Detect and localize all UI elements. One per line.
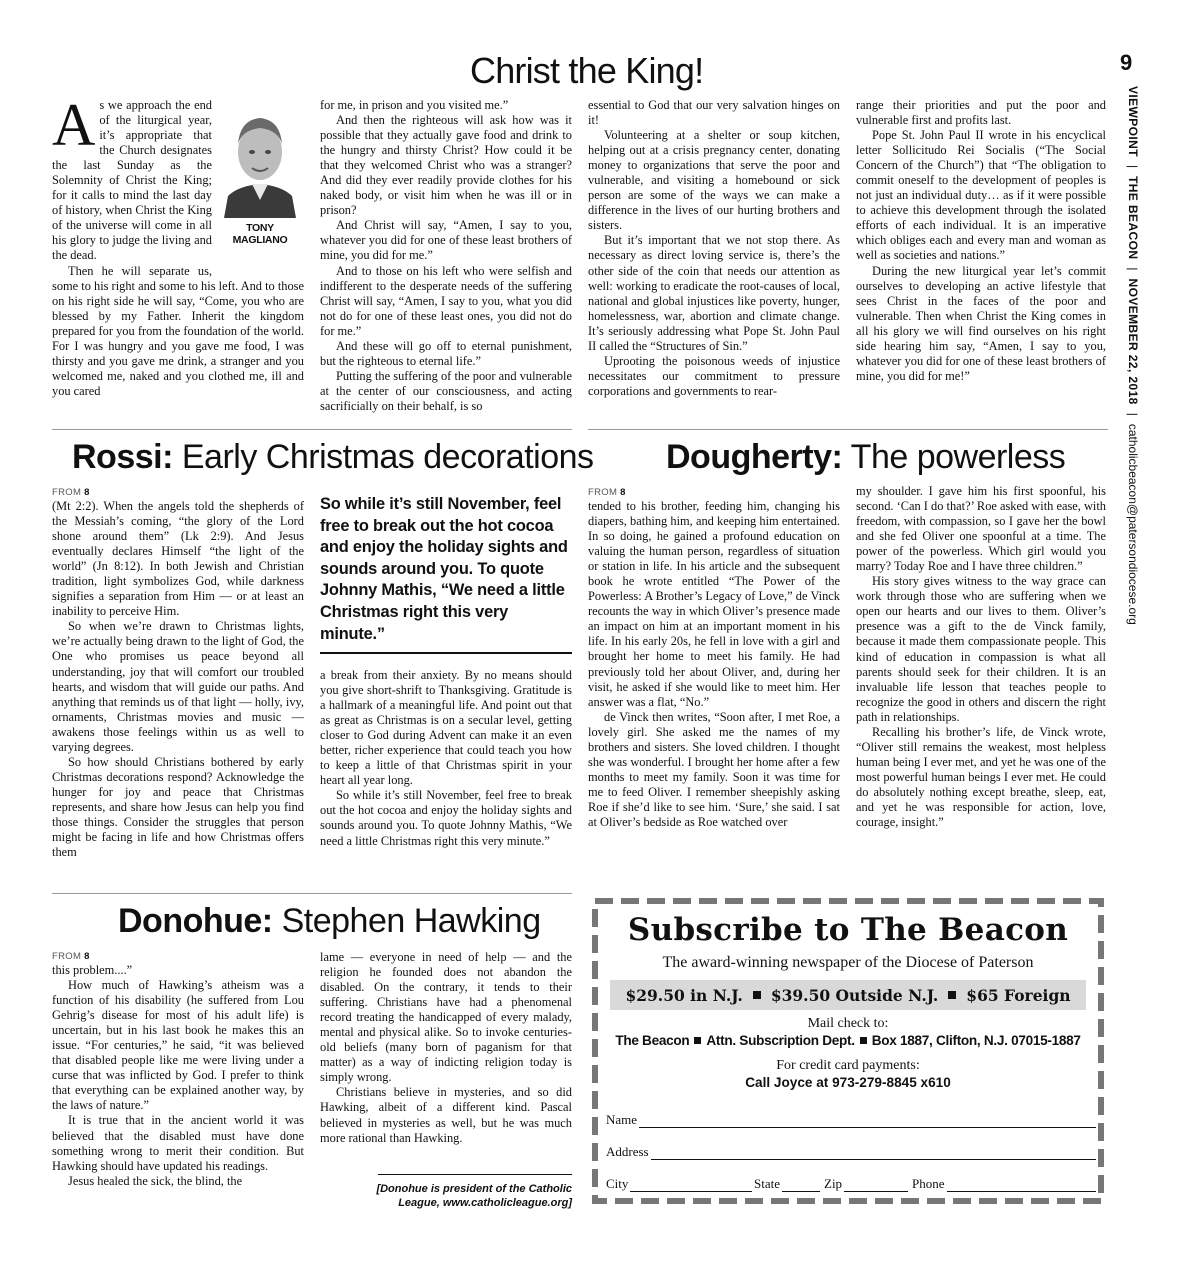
sidebar-email: catholicbeacon@patersondiocese.org [1126, 423, 1140, 625]
author-photo-magliano [218, 100, 302, 218]
section-divider [52, 429, 572, 430]
zip-field[interactable]: Zip [824, 1176, 908, 1192]
magliano-p1: As we approach the end of the liturgical year, it’s appropriate that the Church designates the last Sunday as the Solemnity of Christ the King; for it calls to mind the last day of history, when Christ the King of the universe will come in all his glory to judge the living and the dead. [52, 92, 212, 263]
price-bar [610, 980, 1086, 1010]
page-number: 9 [1120, 50, 1133, 75]
dougherty-col-2: my shoulder. I gave him his first spoonful, his second. ‘Can I do that?’ Roe asked with ease, with freedom, with compassion, so I gave her the bowl and she fed Oliver one spoonful at a time. The power of the powerless. Which girl would you marry? Today Roe and I have three children.” His story gives witness to the way grace can work through those who are suffering when we open our hearts and our lives to them. Oliver’s presence was a gift to the de Vinck family, because it made them compassionate people. This kind of education in compassion is what all parents should seek for their children. It is an invaluable life lesson that teaches people to recognize the good in others and discern the right path in relationships. Recalling his brother’s life, de Vinck wrote, “Oliver still remains the weakest, most helpless human being I ever met, and yet he was one of the most powerful human beings I ever met. He could do absolutely nothing except breathe, sleep, eat, and yet he was responsible for action, love, courage, insight.” [856, 484, 1106, 830]
headline-christ-the-king: Christ the King! [470, 50, 704, 91]
magliano-col-4: range their priorities and put the poor and vulnerable first and profits last. Pope St. John Paul II wrote in his encyclical letter Sollicitudo Rei Socialis (“The Social Concern of the Church”) that “The obligation to commit oneself to the development of peoples is not just an individual duty… as if it were possible to achieve this development through the isolated efforts of each individual. It is an imperative which obliges each and every man and woman as well as societies and nations.” During the new liturgical year let’s commit ourselves to developing an active lifestyle that sees Christ in the faces of the poor and vulnerable. Then when Christ the King comes in all his glory we will find ourselves on his right side hearing him say, “Amen, I say to you, whatever you did for one of these least brothers of mine, you did for me!” [856, 98, 1106, 383]
rossi-col-2: a break from their anxiety. By no means should you give short-shrift to Thanksgiving. Gratitude is a hallmark of a meaningful life. And point out that as great as Christmas is on a secular level, getting closer to God during Advent can make it an even better, richer experience that could teach you how to keep a little of that Christmas spirit in your heart all year long. So while it’s still November, feel free to break out the hot cocoa and enjoy the holiday sights and sounds around you. To quote Johnny Mathis, “We need a little Christmas right this very minute.” [320, 668, 572, 848]
price-outside-nj: $39.50 Outside N.J. [770, 985, 939, 1005]
rossi-col-1: (Mt 2:2). When the angels told the shepherds of the Messiah’s coming, “the glory of the Lord shone around them” (Lk 2:9). And Jesus eventually declares Himself “the light of the world” (Jn 8:12). In both Jewish and Christian tradition, light symbolizes God, while darkness signifies a separation from Him — or at least an inability to perceive Him. So when we’re drawn to Christmas lights, we’re actually being drawn to the light of God, the One who promises us peace beyond all understanding, joy that will comfort our troubled hearts, and wisdom that will guide our paths. And anything that reminds us of that light — holly, ivy, ornaments, Christmas movies and music — awakens those feelings within us as well to varying degrees. So how should Christians bothered by early Christmas decorations respond? Acknowledge the hunger for joy and peace that Christmas represents, and share how Jesus can help you find those things. Consider the struggles that person might be facing in life and how Christmas offers them [52, 499, 304, 860]
donohue-col-2: lame — everyone in need of help — and the religion he founded does not abandon the disabled. On the contrary, it tends to their suffering. Christians have had a phenomenal record treating the handicapped of every malady, mental and physical alike. So to invoke centuries-old beliefs (many born of paganism for that matter) as a way of indicting religion today is simply wrong. Christians believe in mysteries, and so did Hawking, albeit of a different kind. Pascal believed in mysteries as well, but he was much more rational than Hawking. [320, 950, 572, 1145]
bullet-square-icon [753, 991, 761, 999]
jump-from-dougherty: FROM 8 [588, 487, 626, 498]
bullet-square-icon [860, 1037, 867, 1044]
address-field[interactable]: Address [606, 1144, 1096, 1160]
state-field[interactable]: State [754, 1176, 820, 1192]
city-field[interactable]: City [606, 1176, 752, 1192]
sidebar-section: VIEWPOINT [1126, 86, 1140, 157]
author-caption-magliano: TONY MAGLIANO [232, 222, 288, 246]
magliano-p2: Then he will separate us, some to his right and some to his left. And to those on his right side he will say, “Come, you who are blessed by my Father. Inherit the kingdom prepared for you from the foundation of the world. For I was hungry and you gave me food, I was thirsty and you gave me drink, a stranger and you welcomed me, naked and you clothed me, ill and you cared [52, 263, 304, 398]
author-byline: [Donohue is president of the Catholic League, www.catholicleague.org] [376, 1183, 572, 1209]
pull-quote: So while it’s still November, feel free to break out the hot cocoa and enjoy the holiday sights and sounds around you. To quote Johnny Mathis, “We need a little Christmas right this very minute.” [320, 495, 568, 643]
section-divider [52, 893, 572, 894]
jump-from-rossi: FROM 8 [52, 487, 90, 498]
mail-label: Mail check to: [807, 1016, 889, 1031]
price-foreign: $65 Foreign [966, 985, 1071, 1005]
name-field[interactable]: Name [606, 1112, 1096, 1128]
donohue-col-1: this problem....” How much of Hawking’s atheism was a function of his disability (he suffered from Lou Gehrig’s disease for most of his adult life) is uncertain, but in his last book he makes this an issue. “For centuries,” he said, “it was believed that disabled people like me were living under a curse that was inflicted by God. I prefer to think that everything can be explained another way, by the laws of nature.” It is true that in the ancient world it was believed that the disabled must have done something wrong to merit their condition. But Hawking should have updated his readings. Jesus healed the sick, the blind, the [52, 963, 304, 1188]
credit-card-phone: Call Joyce at 973-279-8845 x610 [745, 1075, 951, 1090]
credit-card-label: For credit card payments: [776, 1058, 920, 1073]
price-nj: $29.50 in N.J. [625, 985, 743, 1005]
page-sidebar: VIEWPOINT|THE BEACON|NOVEMBER 22, 2018|catholicbeacon@patersondiocese.org [1126, 86, 1140, 625]
headline-dougherty: Dougherty: The powerless [666, 438, 1066, 476]
mail-address: The Beacon Attn. Subscription Dept. Box 1887, Clifton, N.J. 07015-1887 [615, 1033, 1081, 1048]
bullet-square-icon [948, 991, 956, 999]
sidebar-date: NOVEMBER 22, 2018 [1126, 278, 1140, 405]
byline-rule [378, 1174, 572, 1175]
subscribe-tagline: The award-winning newspaper of the Diocese of Paterson [662, 954, 1034, 971]
section-divider [588, 429, 1108, 430]
bullet-square-icon [694, 1037, 701, 1044]
dougherty-col-1: tended to his brother, feeding him, changing his diapers, bathing him, and keeping him entertained. In so doing, he gained a profound education on valuing the human person, regardless of situation or station in life. In his article and the subsequent book he wrote entitled “The Power of the Powerless: A Brother’s Legacy of Love,” de Vinck recounts the way in which Oliver’s presence made an impact on him at an important moment in his life. In his early 20s, he fell in love with a girl and brought her home to meet his family. He had previously told her about Oliver, and, during her visit, he asked if she would like to meet him. Her answer was a flat, “No.” de Vinck then writes, “Soon after, I met Roe, a lovely girl. She asked me the names of my brothers and sisters. She loved children. I thought she was wonderful. I brought her home after a few months to meet my family. Soon it was time for me to feed Oliver. I remember sheepishly asking Roe if she’d like to see him. ‘Sure,’ she said. I sat at Oliver’s bedside as Roe watched over [588, 499, 840, 829]
headline-rossi: Rossi: Early Christmas decorations [72, 438, 594, 476]
subscribe-box [592, 898, 1104, 1204]
drop-cap: A [52, 92, 96, 158]
sidebar-paper: THE BEACON [1126, 176, 1140, 260]
phone-field[interactable]: Phone [912, 1176, 1096, 1192]
magliano-col-3: essential to God that our very salvation hinges on it! Volunteering at a shelter or soup kitchen, helping out at a crisis pregnancy center, donating money to organizations that serve the poor and vulnerable, and visiting a homebound or sick person are some of the ways we can make a difference in the lives of our hurting brothers and sisters. But it’s important that we not stop there. As necessary as direct loving service is, there’s the other side of the coin that needs our attention as well: working to eradicate the root-causes of local, national and global injustices like poverty, hunger, homelessness, war, abortion and climate change. It’s seriously addressing what Pope St. John Paul II called the “Structures of Sin.” Uprooting the poisonous weeds of injustice necessitates our commitment to pressure corporations and governments to rear- [588, 98, 840, 398]
headline-donohue: Donohue: Stephen Hawking [118, 902, 541, 940]
pull-quote-rule [320, 652, 572, 654]
magliano-col-2: for me, in prison and you visited me.” And then the righteous will ask how was it possible that they actually gave food and drink to the hungry and thirsty Christ? How could it be that they welcomed Christ who was a stranger? And did they ever readily provide clothes for his naked body, or visit him when he was ill or in prison? And Christ will say, “Amen, I say to you, whatever you did for one of these least brothers of mine, you did for me.” And to those on his left who were selfish and indifferent to the desperate needs of the suffering Christ will say, “Amen, I say to you, what you did not do for one of these least ones, you did not do for me.” And these will go off to eternal punishment, but the righteous to eternal life.” Putting the suffering of the poor and vulnerable at the center of our consciousness, and acting sacrificially on their behalf, is so [320, 98, 572, 413]
jump-from-donohue: FROM 8 [52, 951, 90, 962]
subscribe-title: Subscribe to The Beacon [627, 912, 1069, 948]
